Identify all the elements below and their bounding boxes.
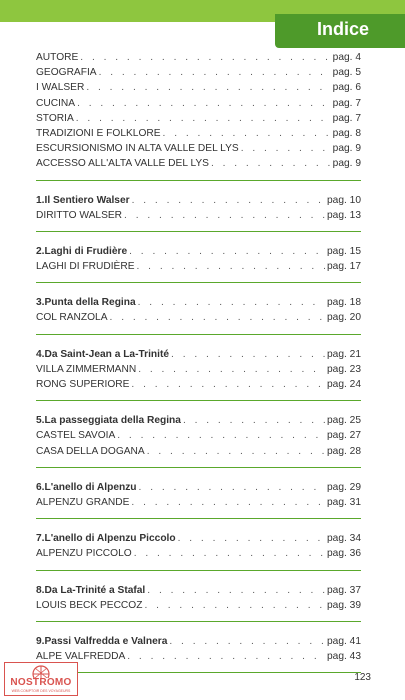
entry-page: pag. 9: [332, 143, 361, 155]
toc-entry[interactable]: [36, 634, 361, 649]
group-spacer: [36, 339, 361, 347]
toc-group: [36, 50, 361, 181]
entry-title: CUCINA: [36, 97, 76, 109]
toc-group: [36, 232, 361, 283]
toc-entry[interactable]: [36, 126, 361, 141]
chapter-title: 5.La passeggiata della Regina: [36, 415, 181, 427]
entry-title: COL RANZOLA: [36, 312, 108, 324]
toc-entry[interactable]: [36, 156, 361, 171]
entry-title: GEOGRAFIA: [36, 67, 97, 79]
entry-page: pag. 7: [332, 97, 361, 109]
dot-leader: [110, 310, 325, 325]
chapter-title: 8.Da La-Trinité a Stafal: [36, 584, 146, 596]
entry-page: pag. 13: [327, 209, 361, 221]
toc-entry[interactable]: [36, 583, 361, 598]
chapter-title: 7.L'anello di Alpenzu Piccolo: [36, 533, 176, 545]
entry-page: pag. 37: [327, 584, 361, 596]
toc-entry[interactable]: [36, 347, 361, 362]
toc-entry[interactable]: [36, 141, 361, 156]
toc-entry[interactable]: [36, 111, 361, 126]
toc-entry[interactable]: [36, 65, 361, 80]
chapter-title: 4.Da Saint-Jean a La-Trinité: [36, 348, 170, 360]
chapter-title: 3.Punta della Regina: [36, 297, 136, 309]
entry-title: AUTORE: [36, 52, 79, 63]
dot-leader: [241, 141, 331, 156]
dot-leader: [127, 649, 325, 664]
group-spacer: [36, 287, 361, 295]
entry-page: pag. 20: [327, 312, 361, 324]
dot-leader: [132, 193, 325, 208]
toc-entry[interactable]: [36, 310, 361, 325]
entry-page: pag. 23: [327, 363, 361, 375]
toc-entry[interactable]: [36, 413, 361, 428]
dot-leader: [86, 80, 330, 95]
entry-page: pag. 39: [327, 599, 361, 611]
entry-title: ESCURSIONISMO IN ALTA VALLE DEL LYS: [36, 143, 239, 155]
entry-title: DIRITTO WALSER: [36, 209, 123, 221]
entry-title: ALPENZU GRANDE: [36, 496, 130, 508]
toc-group: [36, 283, 361, 334]
chapter-title: 1.Il Sentiero Walser: [36, 194, 130, 206]
dot-leader: [139, 480, 325, 495]
group-spacer: [36, 405, 361, 413]
chapter-title: 2.Laghi di Frudière: [36, 245, 128, 257]
dot-leader: [211, 156, 331, 171]
page-number: 123: [354, 672, 371, 683]
entry-title: I WALSER: [36, 82, 85, 94]
entry-page: pag. 24: [327, 379, 361, 390]
entry-page: pag. 21: [327, 348, 361, 360]
dot-leader: [131, 377, 325, 392]
dot-leader: [134, 546, 325, 561]
toc-entry[interactable]: [36, 480, 361, 495]
entry-page: pag. 5: [332, 67, 361, 79]
toc-entry[interactable]: [36, 208, 361, 223]
toc-entry[interactable]: [36, 259, 361, 274]
dot-leader: [169, 634, 325, 649]
dot-leader: [144, 598, 325, 613]
toc-entry[interactable]: [36, 531, 361, 546]
dot-leader: [117, 428, 325, 443]
dot-leader: [80, 50, 330, 65]
entry-page: pag. 6: [332, 82, 361, 94]
toc-group: [36, 622, 361, 673]
entry-title: VILLA ZIMMERMANN: [36, 363, 137, 375]
dot-leader: [138, 362, 325, 377]
toc-entry[interactable]: [36, 377, 361, 392]
entry-page: pag. 8: [332, 127, 361, 139]
entry-title: ACCESSO ALL'ALTA VALLE DEL LYS: [36, 158, 209, 170]
dot-leader: [76, 111, 331, 126]
entry-page: pag. 15: [327, 245, 361, 257]
chapter-title: 9.Passi Valfredda e Valnera: [36, 635, 168, 647]
group-spacer: [36, 523, 361, 531]
entry-page: pag. 9: [332, 158, 361, 170]
entry-page: pag. 28: [327, 445, 361, 457]
toc-entry[interactable]: [36, 193, 361, 208]
logo-name: NOSTROMO: [10, 677, 72, 688]
group-spacer: [36, 575, 361, 583]
dot-leader: [99, 65, 331, 80]
entry-page: pag. 34: [327, 533, 361, 545]
entry-page: pag. 4: [332, 52, 361, 63]
table-of-contents: [36, 50, 361, 673]
entry-page: pag. 17: [327, 261, 361, 273]
toc-entry[interactable]: [36, 598, 361, 613]
entry-page: pag. 18: [327, 297, 361, 309]
toc-entry[interactable]: [36, 295, 361, 310]
dot-leader: [163, 126, 331, 141]
dot-leader: [147, 583, 325, 598]
dot-leader: [147, 444, 325, 459]
dot-leader: [138, 295, 325, 310]
entry-title: CASA DELLA DOGANA: [36, 445, 145, 457]
header-tab: [275, 14, 405, 48]
toc-entry[interactable]: [36, 96, 361, 111]
entry-title: ALPENZU PICCOLO: [36, 548, 132, 560]
toc-group: [36, 519, 361, 570]
dot-leader: [77, 96, 331, 111]
entry-title: CASTEL SAVOIA: [36, 430, 116, 442]
toc-entry[interactable]: [36, 444, 361, 459]
toc-group: [36, 335, 361, 402]
entry-page: pag. 43: [327, 651, 361, 663]
entry-page: pag. 29: [327, 481, 361, 493]
entry-page: pag. 7: [332, 112, 361, 124]
dot-leader: [124, 208, 325, 223]
entry-page: pag. 31: [327, 496, 361, 508]
entry-title: LAGHI DI FRUDIÈRE: [36, 261, 135, 273]
entry-page: pag. 10: [327, 194, 361, 206]
toc-group: [36, 181, 361, 232]
toc-group: [36, 468, 361, 519]
group-spacer: [36, 626, 361, 634]
entry-title: RONG SUPERIORE: [36, 379, 130, 390]
toc-entry[interactable]: [36, 244, 361, 259]
chapter-title: 6.L'anello di Alpenzu: [36, 481, 137, 493]
toc-group: [36, 401, 361, 468]
group-spacer: [36, 185, 361, 193]
dot-leader: [178, 531, 325, 546]
entry-page: pag. 36: [327, 548, 361, 560]
entry-title: LOUIS BECK PECCOZ: [36, 599, 143, 611]
dot-leader: [137, 259, 326, 274]
page-title: Indice: [316, 19, 369, 39]
toc-entry[interactable]: [36, 80, 361, 95]
dot-leader: [171, 347, 325, 362]
entry-page: pag. 27: [327, 430, 361, 442]
dot-leader: [131, 495, 325, 510]
toc-entry[interactable]: [36, 362, 361, 377]
toc-entry[interactable]: [36, 546, 361, 561]
entry-title: STORIA: [36, 112, 74, 124]
group-spacer: [36, 472, 361, 480]
group-spacer: [36, 236, 361, 244]
entry-title: TRADIZIONI E FOLKLORE: [36, 127, 161, 139]
toc-entry[interactable]: [36, 649, 361, 664]
publisher-logo: [4, 662, 78, 696]
entry-page: pag. 25: [327, 415, 361, 427]
toc-entry[interactable]: [36, 428, 361, 443]
logo-tagline: WEB COMPTOIR DES VOYAGEURS: [11, 689, 71, 693]
toc-entry[interactable]: [36, 50, 361, 65]
toc-entry[interactable]: [36, 495, 361, 510]
dot-leader: [129, 244, 325, 259]
compass-icon: [27, 664, 55, 678]
dot-leader: [183, 413, 325, 428]
entry-title: ALPE VALFREDDA: [36, 651, 126, 663]
toc-group: [36, 571, 361, 622]
entry-page: pag. 41: [327, 635, 361, 647]
